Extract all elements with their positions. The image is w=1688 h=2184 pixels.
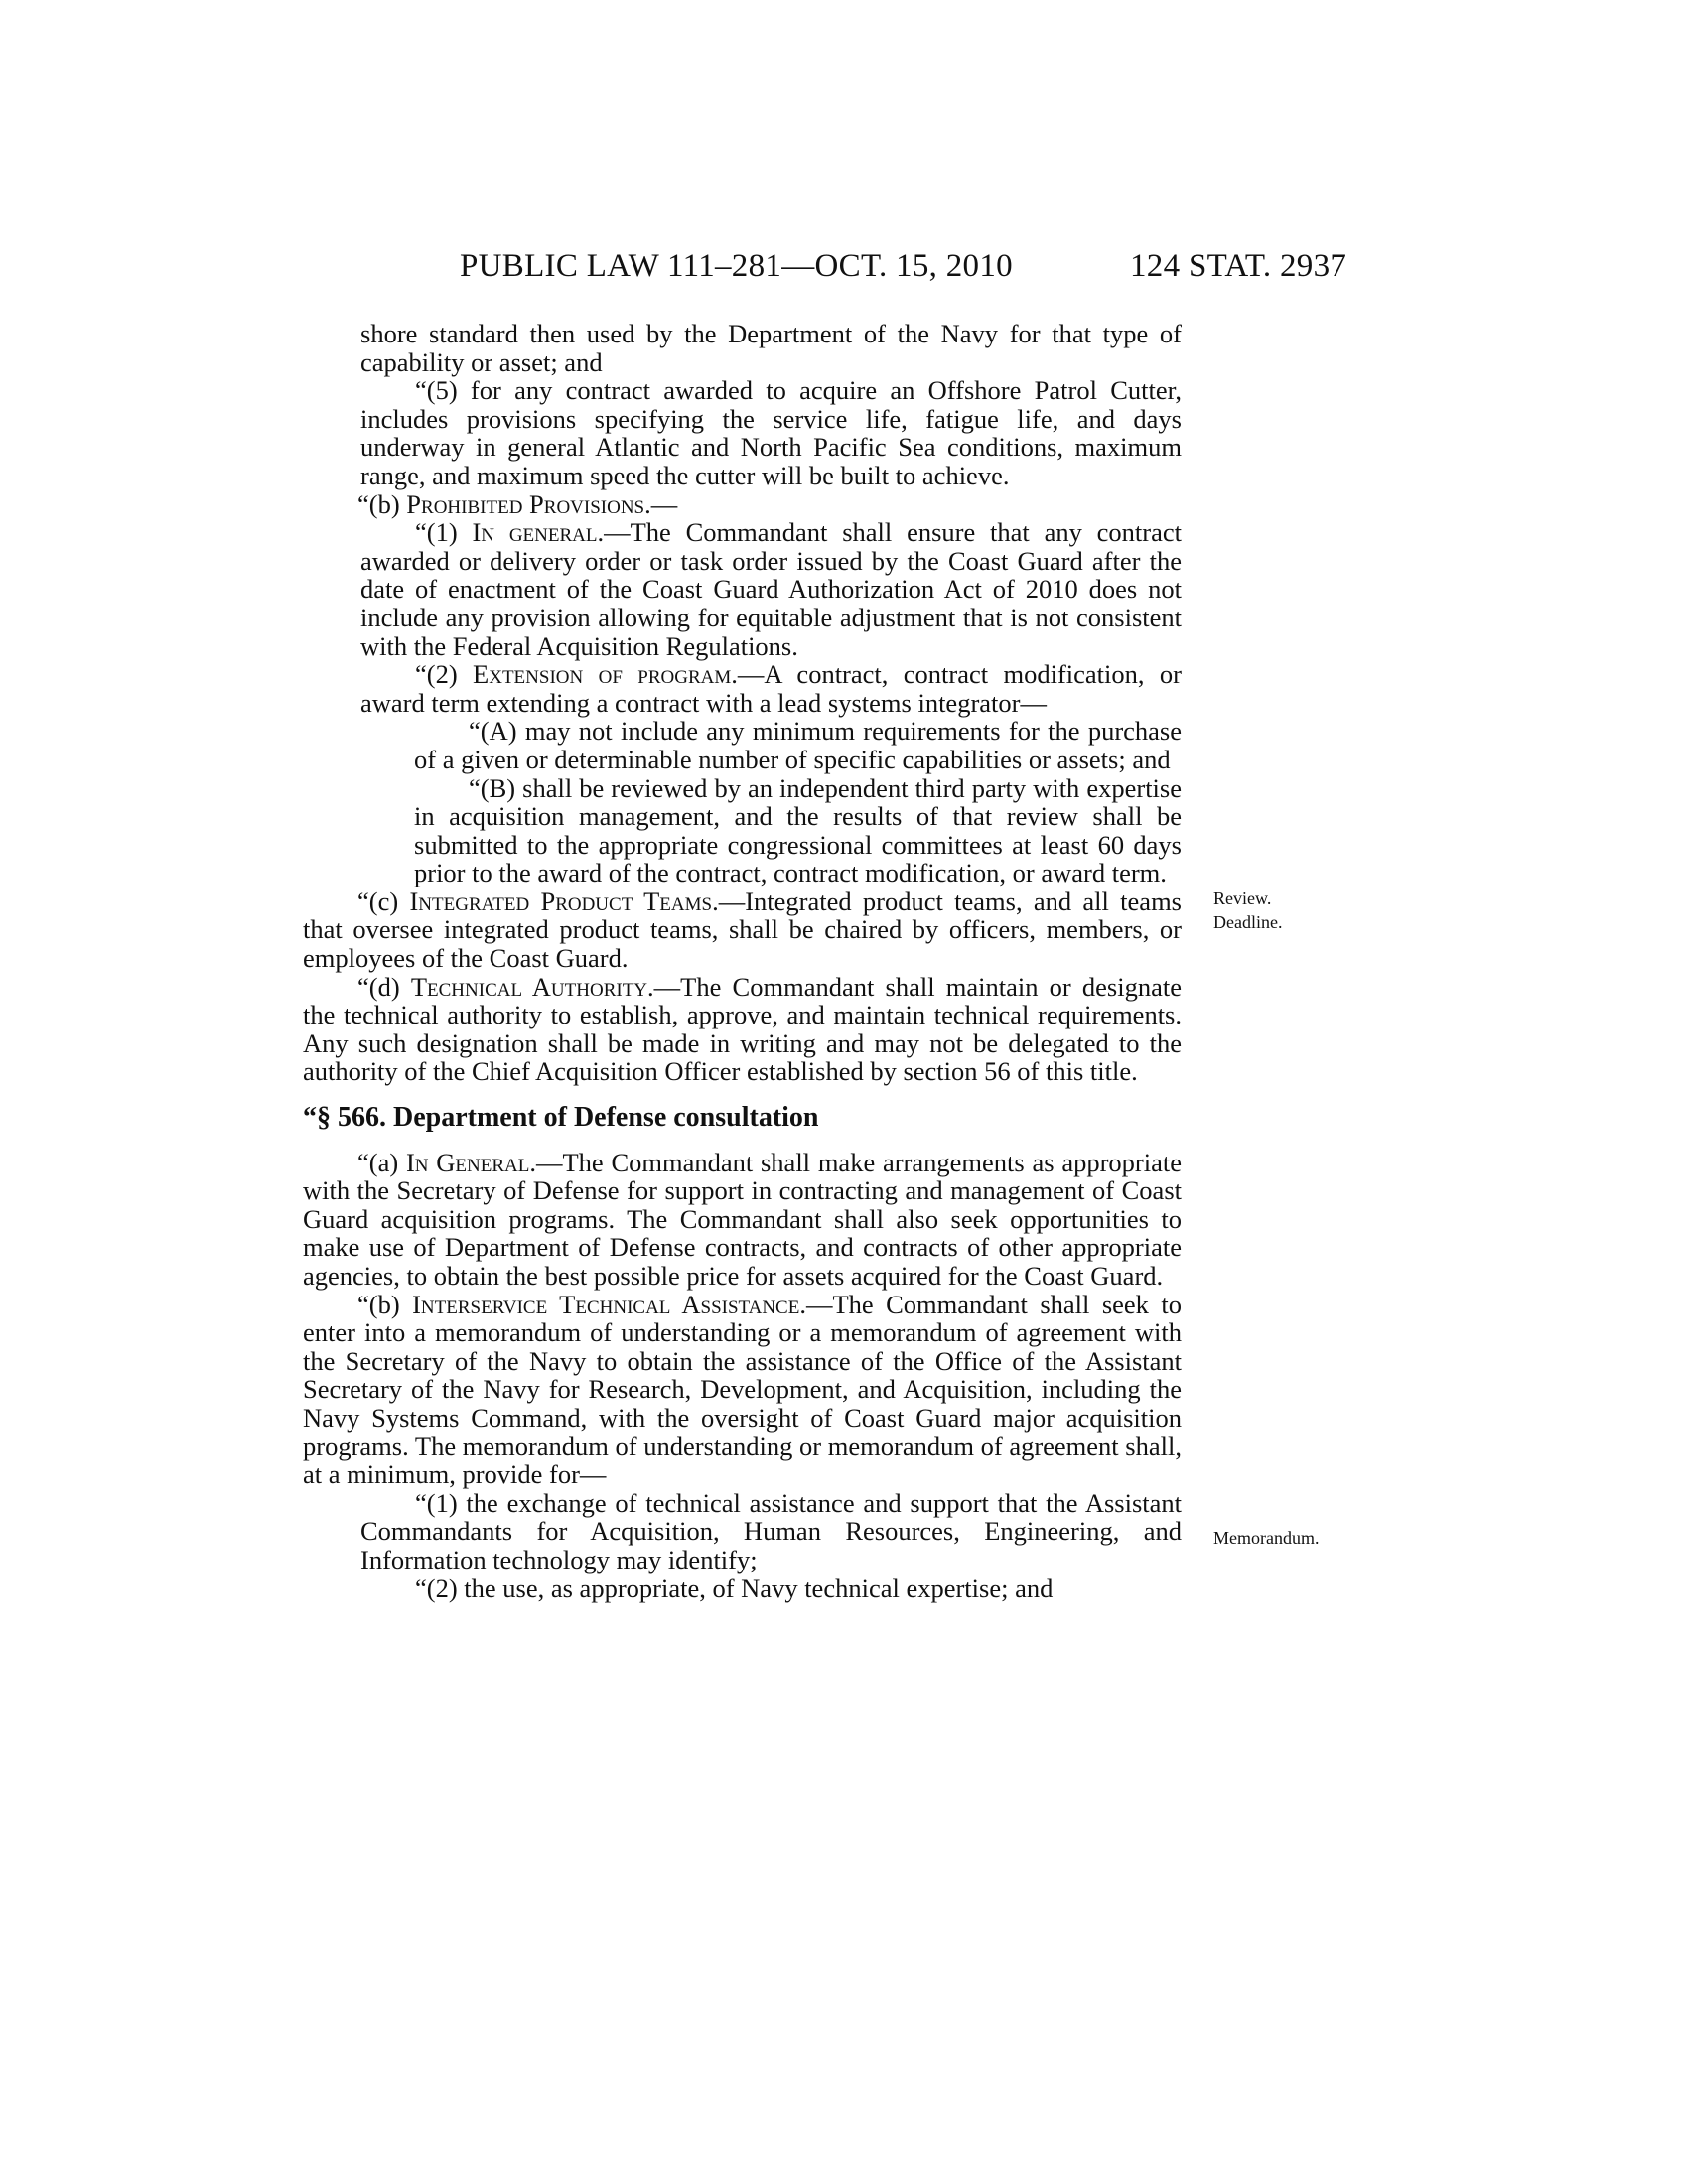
paragraph-b2: “(2) Extension of program.—A contract, contract modification, or award term extending a contract with a lead systems integrator— (360, 659, 1182, 718)
paragraph-b2-B: “(B) shall be reviewed by an independent third party with expertise in acquisition management, and the results of that review shall be submitted to the appropriate congressional committees at least 60 days prior to the award of the contract, contract modification, or award term. (414, 772, 1182, 888)
subsection-566-a: “(a) In General.—The Commandant shall make arrangements as appropriate with the Secretary of Defense for support in contracting and management of Coast Guard acquisition programs. The Commandant shall also seek opportunities to make use of Department of Defense contracts, and contracts of other appropriate agencies, to obtain the best possible price for assets acquired for the Coast Guard. (303, 1147, 1182, 1291)
running-header-title: PUBLIC LAW 111–281—OCT. 15, 2010 (460, 248, 1013, 284)
margin-note-deadline: Deadline. (1213, 912, 1283, 932)
paragraph-566-b-2: “(2) the use, as appropriate, of Navy technical expertise; and (415, 1572, 1054, 1603)
paragraph-item-5: “(5) for any contract awarded to acquire an Offshore Patrol Cutter, includes provisions specifying the service life, fatigue life, and days underway in general Atlantic and North Pacific Sea conditions, maximum range, and maximum speed the cutter will be built to achieve. (360, 375, 1182, 490)
margin-note-review: Review. (1213, 888, 1272, 908)
document-body (303, 320, 1182, 1602)
subsection-c: “(c) Integrated Product Teams.—Integrated product teams, and all teams that oversee integrated product teams, shall be chaired by officers, members, or employees of the Coast Guard. (303, 886, 1182, 974)
margin-note-memorandum-label: Memorandum. (1213, 1528, 1320, 1548)
paragraph-b1: “(1) In general.—The Commandant shall ensure that any contract awarded or delivery order or task order issued by the Coast Guard after the date of enactment of the Coast Guard Authorization Act of 2010 does not include any provision allowing for equitable adjustment that is not consistent with the Federal Acquisition Regulations. (360, 517, 1182, 661)
margin-note-memorandum (1213, 1526, 1319, 1550)
margin-note-review-deadline (1213, 887, 1282, 934)
subsection-b-heading: “(b) Prohibited Provisions.— (357, 488, 678, 519)
section-566-heading: “§ 566. Department of Defense consultation (303, 1102, 819, 1134)
subsection-566-b: “(b) Interservice Technical Assistance.—The Commandant shall seek to enter into a memorandum of understanding or a memorandum of agreement with the Secretary of the Navy to obtain the assistance of the Office of the Assistant Secretary of the Navy for Research, Development, and Acquisition, including the Navy Systems Command, with the oversight of Coast Guard major acquisition programs. The memorandum of understanding or memorandum of agreement shall, at a minimum, provide for— (303, 1289, 1182, 1490)
paragraph-b2-A: “(A) may not include any minimum requirements for the purchase of a given or determinable number of specific capabilities or assets; and (414, 716, 1182, 774)
paragraph-566-b-1: “(1) the exchange of technical assistance and support that the Assistant Commandants for Acquisition, Human Resources, Engineering, and Information technology may identify; (360, 1487, 1182, 1574)
paragraph-continued: shore standard then used by the Department of the Navy for that type of capability or asset; and (360, 319, 1182, 377)
subsection-d: “(d) Technical Authority.—The Commandant shall maintain or designate the technical authority to establish, approve, and maintain technical requirements. Any such designation shall be made in writing and may not be delegated to the authority of the Chief Acquisition Officer established by section 56 of this title. (303, 971, 1182, 1087)
running-header-page-number: 124 STAT. 2937 (1130, 248, 1347, 284)
